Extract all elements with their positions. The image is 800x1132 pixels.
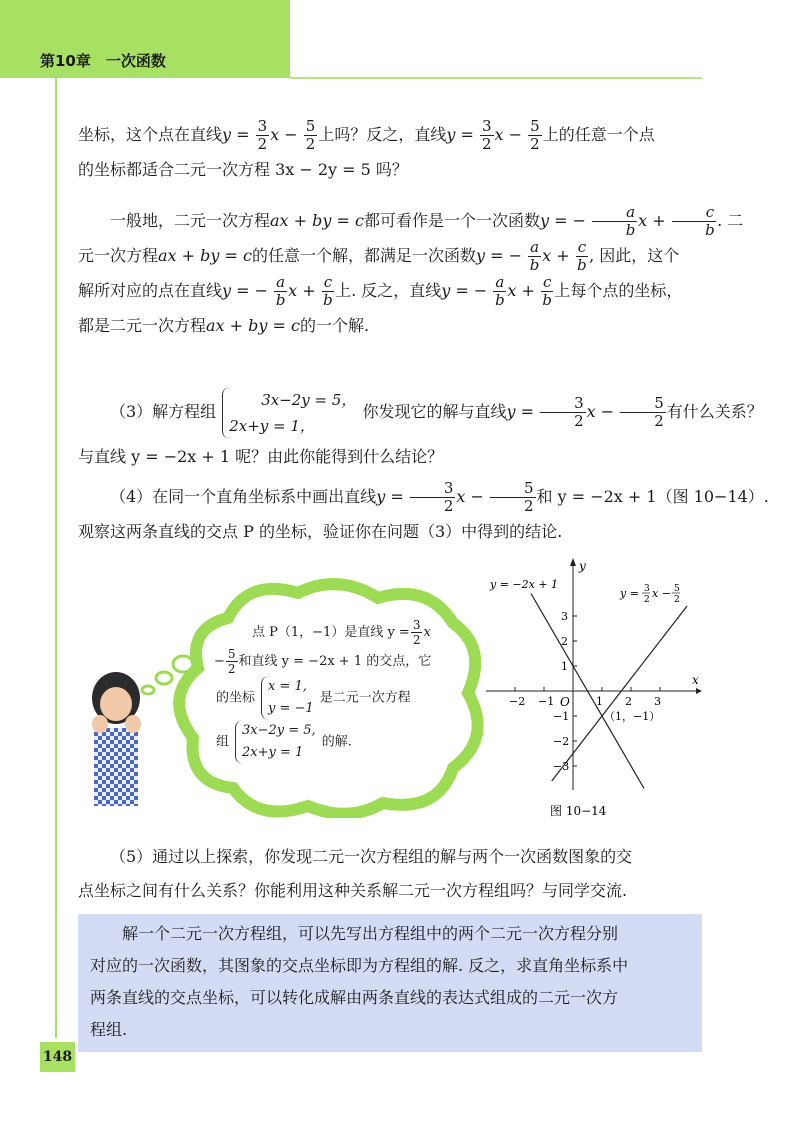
y-tick-label: −2 — [553, 735, 570, 748]
x-axis-arrow — [696, 688, 702, 694]
note-line4: 程组. — [90, 1020, 128, 1039]
svg-text:x −: x − — [652, 587, 671, 600]
p1-line2: 的坐标都适合二元一次方程 3x − 2y = 5 吗？ — [78, 160, 408, 179]
svg-text:2: 2 — [644, 595, 650, 605]
page-number: 148 — [40, 1042, 75, 1072]
coordinate-graph — [486, 558, 706, 818]
y-tick-label: −3 — [553, 760, 570, 773]
cloud-line1: 点 P（1，−1）是直线 y = $\frac{3}{2}$ x — [252, 618, 431, 647]
p2-line1: 一般地，二元一次方程ax + by = c都可看作是一个一次函数y = − $\frac{a}{b}$ x + $\frac{c}{b}$ . 二 — [110, 203, 744, 239]
fraction: $\frac{a}{b}$ — [275, 273, 286, 309]
fraction: $\frac{3}{2}$ — [410, 480, 456, 515]
question-5 — [78, 840, 708, 908]
paragraph-2 — [78, 203, 744, 343]
note-line3: 两条直线的交点坐标，可以转化成解由两条直线的表达式组成的二元一次方 — [90, 988, 619, 1007]
fraction: $\frac{5}{2}$ — [530, 117, 540, 153]
x-tick-label: 2 — [625, 695, 632, 708]
cloud-text — [214, 618, 458, 764]
y-tick-label: −1 — [553, 710, 570, 723]
fraction: $\frac{3}{2}$ — [540, 395, 586, 430]
equation-system: 3x−2y = 5， 2x+y = 1， — [222, 387, 356, 439]
q5-line1: （5）通过以上探索，你发现二元一次方程组的解与两个一次函数图象的交 — [110, 847, 633, 866]
fraction: $\frac{5}{2}$ — [305, 117, 316, 153]
p2-line2: 元一次方程ax + by = c的任意一个解，都满足一次函数y = − $\frac{a}{b}$ x + $\frac{c}{b}$ , 因此，这个 — [78, 238, 680, 274]
cloud-line2: − $\frac{5}{2}$ 和直线 y = −2x + 1 的交点，它 — [214, 647, 432, 676]
header-rule — [290, 77, 702, 79]
chapter-title: 第10章 一次函数 — [40, 52, 166, 70]
q4-line2: 观察这两条直线的交点 P 的坐标，验证你在问题（3）中得到的结论. — [78, 522, 563, 541]
y-tick-label: 1 — [561, 660, 568, 673]
fraction: $\frac{5}{2}$ — [227, 647, 236, 676]
cloud-line4: 组3x−2y = 5, 2x+y = 1的解. — [216, 720, 458, 764]
fraction: $\frac{c}{b}$ — [323, 273, 333, 309]
fraction: $\frac{3}{2}$ — [257, 117, 268, 153]
x-tick-label: 3 — [654, 695, 661, 708]
x-tick-label: 1 — [596, 695, 603, 708]
fraction: $\frac{3}{2}$ — [412, 618, 421, 647]
fraction: $\frac{3}{2}$ — [481, 117, 492, 153]
cloud-line3: 的坐标x = 1, y = −1是二元一次方程 — [216, 676, 458, 720]
question-4 — [78, 479, 769, 549]
note-line2: 对应的一次函数，其图象的交点坐标即为方程组的解. 反之，求直角坐标系中 — [90, 956, 629, 975]
origin-label: O — [560, 695, 570, 709]
q3-line1: （3）解方程组3x−2y = 5， 2x+y = 1，你发现它的解与直线y = $\frac{3}{2}$ x − $\frac{5}{2}$ 有什么关系？ — [78, 384, 708, 440]
paragraph-1 — [78, 118, 708, 187]
series-line-2 — [552, 606, 687, 781]
equation-system: 3x−2y = 5, 2x+y = 1 — [235, 720, 316, 764]
figure-caption: 图 10−14 — [550, 804, 607, 818]
svg-text:5: 5 — [674, 584, 680, 594]
fraction: $\frac{c}{b}$ — [577, 238, 587, 274]
fraction: $\frac{a}{b}$ — [529, 238, 540, 274]
intersection-label: （1，−1） — [604, 710, 661, 723]
p2-line3: 解所对应的点在直线y = − $\frac{a}{b}$ x + $\frac{c}{b}$ 上. 反之，直线y = − $\frac{a}{b}$ x + $\frac{c}{b}$ 上每个点的坐标， — [78, 273, 683, 309]
fraction: $\frac{a}{b}$ — [495, 273, 505, 309]
q5-line2: 点坐标之间有什么关系？你能利用这种关系解二元一次方程组吗？与同学交流. — [78, 881, 628, 900]
p2-line4: 都是二元一次方程ax + by = c的一个解. — [78, 316, 370, 335]
series-label-2 — [619, 584, 680, 605]
note-line1: 解一个二元一次方程组，可以先写出方程组中的两个二元一次方程分别 — [122, 924, 619, 943]
svg-text:2: 2 — [674, 595, 680, 605]
x-tick-label: −2 — [509, 695, 526, 708]
y-axis-arrow — [570, 558, 576, 566]
figure-10-14-area — [78, 559, 708, 828]
fraction: $\frac{c}{b}$ — [672, 204, 716, 239]
svg-text:3: 3 — [644, 584, 650, 594]
fraction: $\frac{c}{b}$ — [542, 273, 552, 309]
y-axis-label: y — [579, 559, 586, 573]
equation-system: x = 1, y = −1 — [261, 676, 314, 720]
series-label-1: y = −2x + 1 — [490, 578, 559, 591]
x-axis-label: x — [692, 673, 699, 687]
p1-line1: 坐标，这个点在直线y = $\frac{3}{2}$ x − $\frac{5}{2}$ 上吗？反之，直线y = $\frac{3}{2}$ x − $\frac{5}{2}$ 上的任意一个点 — [78, 117, 655, 153]
q4-line1: （4）在同一个直角坐标系中画出直线y = $\frac{3}{2}$ x − $\frac{5}{2}$ 和 y = −2x + 1（图 10−14）. — [110, 479, 769, 515]
q3-line2: 与直线 y = −2x + 1 呢？由此你能得到什么结论？ — [78, 447, 444, 466]
summary-box — [78, 914, 702, 1052]
svg-text:y =: y = — [620, 587, 639, 600]
question-3 — [78, 384, 763, 474]
y-tick-label: 2 — [561, 635, 568, 648]
fraction: $\frac{a}{b}$ — [592, 204, 637, 239]
margin-rule — [55, 78, 57, 1038]
x-tick-label: −1 — [538, 695, 555, 708]
fraction: $\frac{5}{2}$ — [490, 480, 536, 515]
fraction: $\frac{5}{2}$ — [620, 395, 666, 430]
y-tick-label: 3 — [561, 610, 568, 623]
